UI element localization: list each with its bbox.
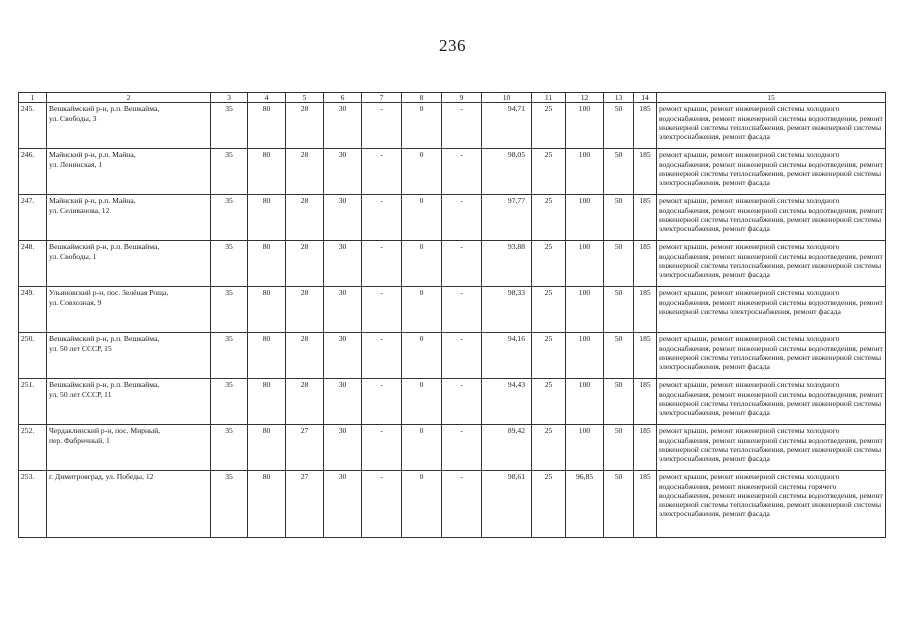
column-header: 3 <box>211 93 248 103</box>
value-cell-12: 100 <box>566 103 604 149</box>
value-cell-14: 185 <box>634 379 657 425</box>
value-cell-7: - <box>362 471 402 538</box>
column-header: 8 <box>402 93 442 103</box>
column-header: 5 <box>286 93 324 103</box>
row-number: 245. <box>19 103 47 149</box>
address-line-1: Чердаклинский р-н, пос. Мирный, <box>49 426 161 436</box>
address-line-2: ул. Свободы, 3 <box>49 113 97 123</box>
column-header: 2 <box>47 93 211 103</box>
value-cell-13: 50 <box>604 103 634 149</box>
value-cell-11: 25 <box>532 287 566 333</box>
value-cell-4: 80 <box>248 195 286 241</box>
value-cell-9: - <box>442 149 482 195</box>
value-cell-7: - <box>362 149 402 195</box>
value-cell-13: 50 <box>604 379 634 425</box>
value-cell-7: - <box>362 287 402 333</box>
works-list-cell: ремонт крыши, ремонт инженерной системы холодного водоснабжения, ремонт инженерной системы водоотведения, ремонт инженерной системы теплоснабжения, ремонт инженерной системы электроснабжения, ремонт фасада <box>657 195 886 241</box>
page-number: 236 <box>439 36 466 55</box>
row-number: 249. <box>19 287 47 333</box>
value-cell-14: 185 <box>634 103 657 149</box>
address-line-2: ул. 50 лет СССР, 11 <box>49 389 112 399</box>
column-header: 6 <box>324 93 362 103</box>
row-number: 252. <box>19 425 47 471</box>
value-cell-4: 80 <box>248 103 286 149</box>
value-cell-9: - <box>442 333 482 379</box>
address-line-2: ул. 50 лет СССР, 15 <box>49 343 112 353</box>
value-cell-14: 185 <box>634 287 657 333</box>
value-cell-12: 100 <box>566 425 604 471</box>
row-number: 253. <box>19 471 47 538</box>
value-cell-14: 185 <box>634 333 657 379</box>
value-cell-3: 35 <box>211 333 248 379</box>
row-number: 246. <box>19 149 47 195</box>
works-list-cell: ремонт крыши, ремонт инженерной системы холодного водоснабжения, ремонт инженерной системы водоотведения, ремонт инженерной системы теплоснабжения, ремонт инженерной системы электроснабжения, ремонт фасада <box>657 333 886 379</box>
address-cell <box>47 195 211 241</box>
value-cell-8: 0 <box>402 379 442 425</box>
value-cell-3: 35 <box>211 241 248 287</box>
value-cell-12: 100 <box>566 241 604 287</box>
value-cell-5: 28 <box>286 333 324 379</box>
value-cell-11: 25 <box>532 103 566 149</box>
address-cell <box>47 333 211 379</box>
value-cell-7: - <box>362 425 402 471</box>
value-cell-14: 185 <box>634 195 657 241</box>
column-header: 12 <box>566 93 604 103</box>
table-row <box>19 333 886 379</box>
row-number: 251. <box>19 379 47 425</box>
value-cell-14: 185 <box>634 241 657 287</box>
column-number-row <box>19 93 886 103</box>
address-line-1: Майнский р-н, р.п. Майна, <box>49 196 136 206</box>
value-cell-8: 0 <box>402 287 442 333</box>
value-cell-11: 25 <box>532 149 566 195</box>
works-list-cell: ремонт крыши, ремонт инженерной системы холодного водоснабжения, ремонт инженерной системы водоотведения, ремонт инженерной системы электроснабжения, ремонт фасада <box>657 287 886 333</box>
works-list-cell: ремонт крыши, ремонт инженерной системы холодного водоснабжения, ремонт инженерной системы водоотведения, ремонт инженерной системы теплоснабжения, ремонт инженерной системы электроснабжения, ремонт фасада <box>657 241 886 287</box>
column-header: 1 <box>19 93 47 103</box>
address-line-2: ул. Селиванова, 12 <box>49 205 110 215</box>
value-cell-13: 50 <box>604 333 634 379</box>
column-header: 10 <box>482 93 532 103</box>
value-cell-11: 25 <box>532 241 566 287</box>
value-cell-10: 89,42 <box>482 425 532 471</box>
address-cell <box>47 379 211 425</box>
value-cell-12: 100 <box>566 333 604 379</box>
value-cell-10: 98,61 <box>482 471 532 538</box>
column-header: 4 <box>248 93 286 103</box>
value-cell-5: 28 <box>286 195 324 241</box>
value-cell-9: - <box>442 287 482 333</box>
column-header: 15 <box>657 93 886 103</box>
works-list-cell: ремонт крыши, ремонт инженерной системы холодного водоснабжения, ремонт инженерной системы водоотведения, ремонт инженерной системы теплоснабжения, ремонт инженерной системы электроснабжения, ремонт фасада <box>657 379 886 425</box>
column-header: 11 <box>532 93 566 103</box>
value-cell-5: 28 <box>286 149 324 195</box>
value-cell-14: 185 <box>634 149 657 195</box>
value-cell-11: 25 <box>532 195 566 241</box>
value-cell-3: 35 <box>211 425 248 471</box>
table-row <box>19 379 886 425</box>
value-cell-5: 28 <box>286 103 324 149</box>
address-line-2: ул. Совхозная, 9 <box>49 297 102 307</box>
address-cell <box>47 103 211 149</box>
value-cell-13: 50 <box>604 195 634 241</box>
value-cell-13: 50 <box>604 287 634 333</box>
value-cell-3: 35 <box>211 195 248 241</box>
address-line-2: ул. Ленинская, 1 <box>49 159 103 169</box>
value-cell-13: 50 <box>604 425 634 471</box>
value-cell-11: 25 <box>532 471 566 538</box>
value-cell-12: 100 <box>566 379 604 425</box>
value-cell-9: - <box>442 195 482 241</box>
table-row <box>19 195 886 241</box>
value-cell-6: 30 <box>324 333 362 379</box>
value-cell-10: 94,71 <box>482 103 532 149</box>
value-cell-8: 0 <box>402 103 442 149</box>
address-line-1: Майнский р-н, р.п. Майна, <box>49 150 136 160</box>
value-cell-4: 80 <box>248 471 286 538</box>
address-line-1: Вешкаймский р-н, р.п. Вешкайма, <box>49 104 160 114</box>
address-line-1: Вешкаймский р-н, р.п. Вешкайма, <box>49 242 160 252</box>
address-line-1: Ульяновский р-н, пос. Зелёная Роща, <box>49 288 169 298</box>
address-cell <box>47 471 211 538</box>
works-list-cell: ремонт крыши, ремонт инженерной системы холодного водоснабжения, ремонт инженерной системы водоотведения, ремонт инженерной системы теплоснабжения, ремонт инженерной системы электроснабжения, ремонт фасада <box>657 103 886 149</box>
value-cell-3: 35 <box>211 103 248 149</box>
works-list-cell: ремонт крыши, ремонт инженерной системы холодного водоснабжения, ремонт инженерной системы водоотведения, ремонт инженерной системы теплоснабжения, ремонт инженерной системы электроснабжения, ремонт фасада <box>657 149 886 195</box>
value-cell-8: 0 <box>402 149 442 195</box>
value-cell-3: 35 <box>211 379 248 425</box>
value-cell-12: 96,85 <box>566 471 604 538</box>
row-number: 250. <box>19 333 47 379</box>
value-cell-6: 30 <box>324 425 362 471</box>
address-line-1: Вешкаймский р-н, р.п. Вешкайма, <box>49 334 160 344</box>
value-cell-7: - <box>362 241 402 287</box>
value-cell-10: 94,43 <box>482 379 532 425</box>
value-cell-4: 80 <box>248 333 286 379</box>
value-cell-13: 50 <box>604 149 634 195</box>
address-line-2: ул. Свободы, 1 <box>49 251 97 261</box>
value-cell-14: 185 <box>634 471 657 538</box>
value-cell-9: - <box>442 241 482 287</box>
value-cell-5: 28 <box>286 287 324 333</box>
value-cell-6: 30 <box>324 287 362 333</box>
row-number: 247. <box>19 195 47 241</box>
value-cell-8: 0 <box>402 333 442 379</box>
value-cell-5: 28 <box>286 241 324 287</box>
value-cell-10: 98,05 <box>482 149 532 195</box>
housing-repair-table <box>18 92 886 538</box>
value-cell-11: 25 <box>532 333 566 379</box>
value-cell-8: 0 <box>402 195 442 241</box>
address-cell <box>47 149 211 195</box>
address-cell <box>47 425 211 471</box>
value-cell-10: 98,33 <box>482 287 532 333</box>
value-cell-6: 30 <box>324 103 362 149</box>
address-cell <box>47 241 211 287</box>
value-cell-10: 93,88 <box>482 241 532 287</box>
column-header: 7 <box>362 93 402 103</box>
table-row <box>19 149 886 195</box>
value-cell-14: 185 <box>634 425 657 471</box>
value-cell-8: 0 <box>402 471 442 538</box>
address-line-1: Вешкаймский р-н, р.п. Вешкайма, <box>49 380 160 390</box>
works-list-cell: ремонт крыши, ремонт инженерной системы холодного водоснабжения, ремонт инженерной системы горячего водоснабжения, ремонт инженерной системы водоотведения, ремонт инженерной системы теплоснабжения, ремонт инженерной системы электроснабжения, ремонт фасада <box>657 471 886 538</box>
table-row <box>19 103 886 149</box>
value-cell-3: 35 <box>211 471 248 538</box>
value-cell-5: 27 <box>286 425 324 471</box>
address-cell <box>47 287 211 333</box>
value-cell-9: - <box>442 379 482 425</box>
address-line-1: г. Димитровград, ул. Победы, 12 <box>49 472 154 482</box>
table-row <box>19 287 886 333</box>
value-cell-5: 28 <box>286 379 324 425</box>
value-cell-7: - <box>362 103 402 149</box>
value-cell-4: 80 <box>248 379 286 425</box>
value-cell-7: - <box>362 379 402 425</box>
value-cell-4: 80 <box>248 425 286 471</box>
value-cell-11: 25 <box>532 379 566 425</box>
value-cell-6: 30 <box>324 241 362 287</box>
value-cell-3: 35 <box>211 287 248 333</box>
value-cell-7: - <box>362 195 402 241</box>
value-cell-3: 35 <box>211 149 248 195</box>
column-header: 9 <box>442 93 482 103</box>
value-cell-4: 80 <box>248 241 286 287</box>
value-cell-13: 50 <box>604 241 634 287</box>
value-cell-9: - <box>442 425 482 471</box>
table-row <box>19 471 886 538</box>
table-row <box>19 425 886 471</box>
value-cell-6: 30 <box>324 149 362 195</box>
table-row <box>19 241 886 287</box>
value-cell-12: 100 <box>566 149 604 195</box>
value-cell-10: 97,77 <box>482 195 532 241</box>
value-cell-10: 94,16 <box>482 333 532 379</box>
value-cell-8: 0 <box>402 241 442 287</box>
value-cell-6: 30 <box>324 471 362 538</box>
value-cell-6: 30 <box>324 379 362 425</box>
value-cell-9: - <box>442 471 482 538</box>
works-list-cell: ремонт крыши, ремонт инженерной системы холодного водоснабжения, ремонт инженерной системы водоотведения, ремонт инженерной системы теплоснабжения, ремонт инженерной системы электроснабжения, ремонт фасада <box>657 425 886 471</box>
column-header: 13 <box>604 93 634 103</box>
row-number: 248. <box>19 241 47 287</box>
address-line-2: пер. Фабричный, 1 <box>49 435 110 445</box>
value-cell-13: 50 <box>604 471 634 538</box>
value-cell-4: 80 <box>248 149 286 195</box>
value-cell-4: 80 <box>248 287 286 333</box>
column-header: 14 <box>634 93 657 103</box>
value-cell-12: 100 <box>566 287 604 333</box>
value-cell-8: 0 <box>402 425 442 471</box>
value-cell-12: 100 <box>566 195 604 241</box>
value-cell-11: 25 <box>532 425 566 471</box>
value-cell-9: - <box>442 103 482 149</box>
value-cell-5: 27 <box>286 471 324 538</box>
value-cell-6: 30 <box>324 195 362 241</box>
value-cell-7: - <box>362 333 402 379</box>
